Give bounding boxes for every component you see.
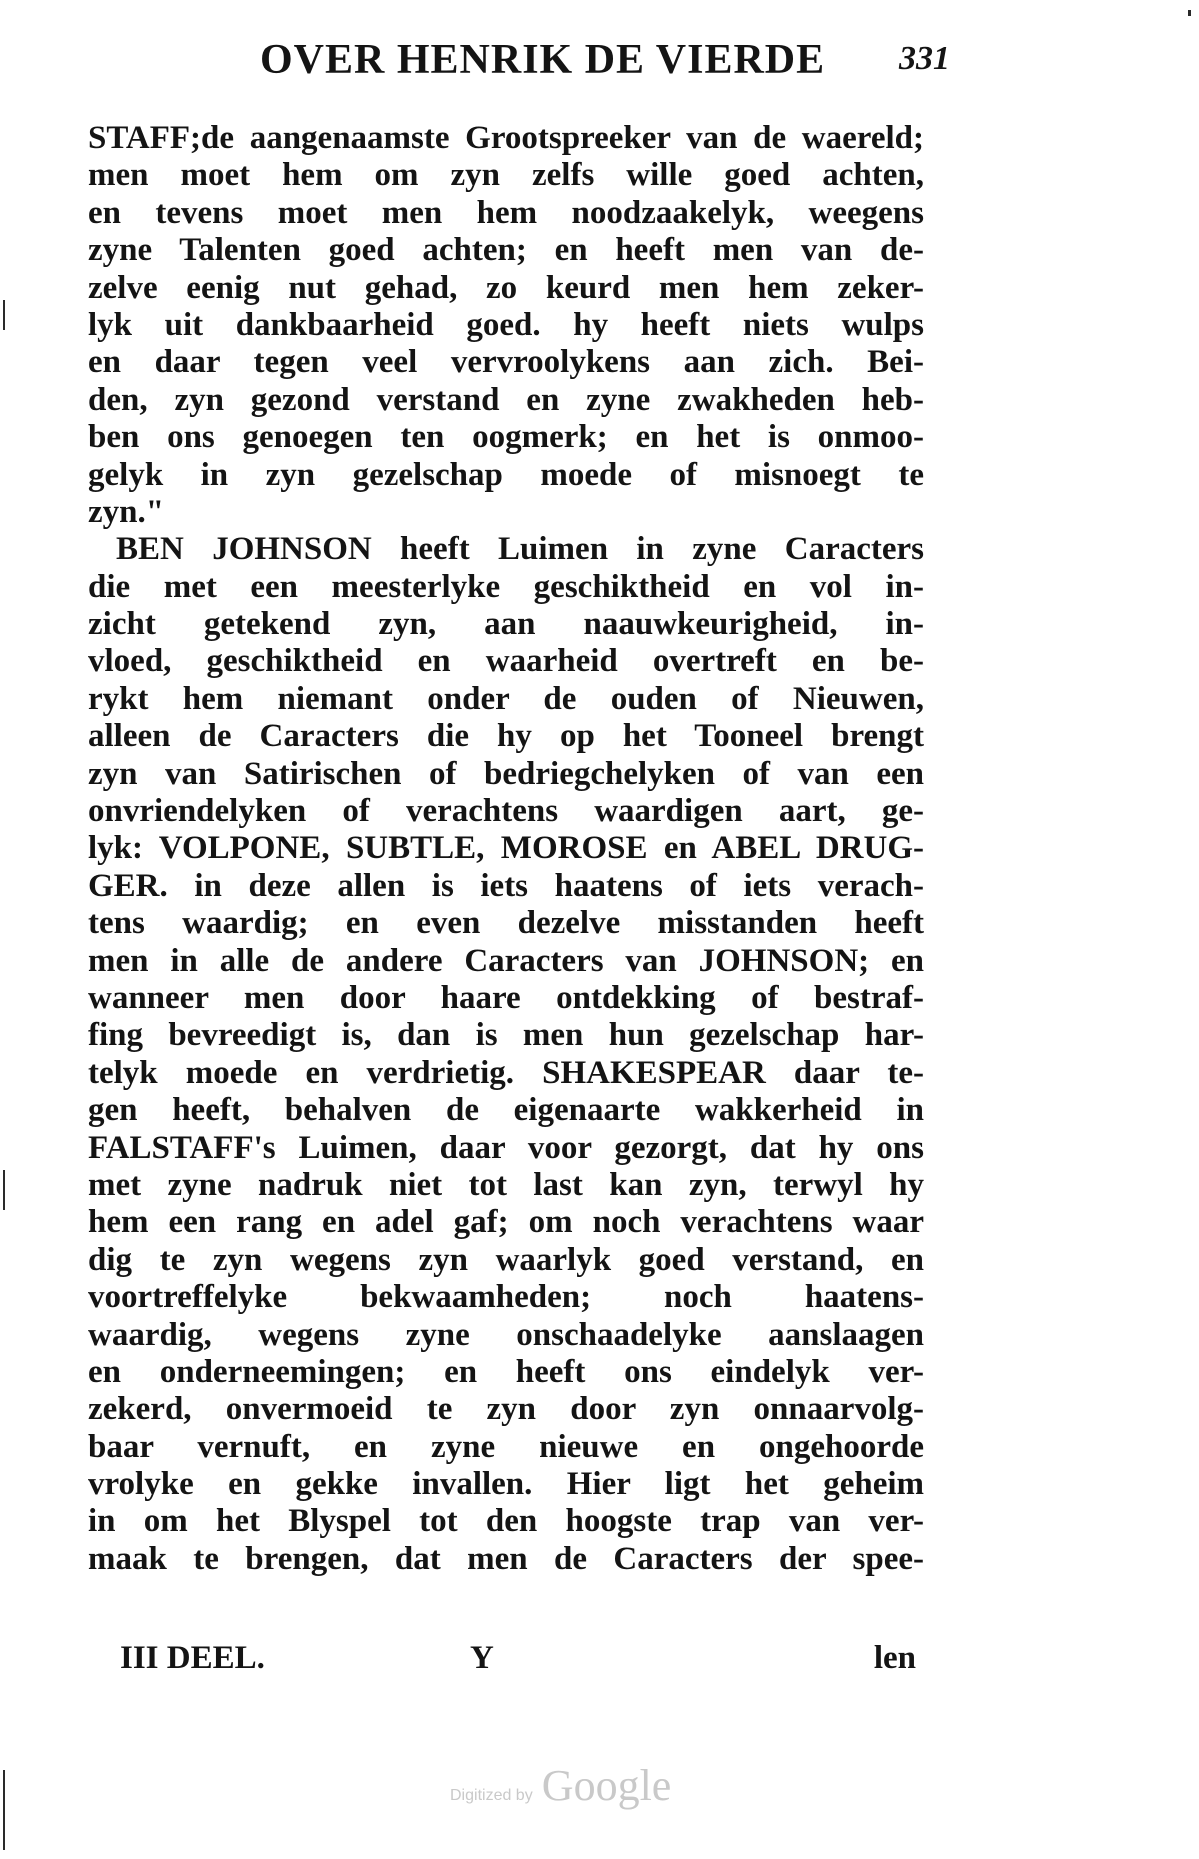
text-line: vrolyke en gekke invallen. Hier ligt het geheim	[88, 1466, 924, 1503]
text-line: fing bevreedigt is, dan is men hun gezelschap har-	[88, 1017, 924, 1054]
text-line: rykt hem niemant onder de ouden of Nieuwen,	[88, 680, 924, 717]
signature-mark: Y	[470, 1640, 494, 1676]
text-line: zelve eenig nut gehad, zo keurd men hem zeker-	[88, 269, 924, 306]
text-line: tens waardig; en even dezelve misstanden heeft	[88, 905, 924, 942]
volume-label: III DEEL.	[120, 1640, 265, 1676]
watermark-brand: Google	[541, 1761, 672, 1810]
catchword: len	[873, 1640, 916, 1676]
text-line: dig te zyn wegens zyn waarlyk goed verstand, en	[88, 1241, 924, 1278]
page-header	[150, 32, 970, 92]
text-line: zekerd, onvermoeid te zyn door zyn onnaarvolg-	[88, 1391, 924, 1428]
text-line: gelyk in zyn gezelschap moede of misnoegt te	[88, 456, 924, 493]
running-title: OVER HENRIK DE VIERDE	[260, 37, 826, 83]
scan-edge-mark	[3, 1770, 5, 1850]
text-line: die met een meesterlyke geschiktheid en vol in-	[88, 568, 924, 605]
text-line: alleen de Caracters die hy op het Tooneel brengt	[88, 718, 924, 755]
text-line: STAFF;de aangenaamste Grootspreeker van de waereld;	[88, 120, 924, 156]
text-line: vloed, geschiktheid en waarheid overtreft en be-	[88, 643, 924, 680]
text-line: zyne Talenten goed achten; en heeft men van de-	[88, 232, 924, 269]
page-number: 331	[899, 40, 950, 77]
text-line: men in alle de andere Caracters van JOHNSON; en	[88, 942, 924, 979]
watermark-prefix: Digitized by	[450, 1787, 533, 1804]
text-line: GER. in deze allen is iets haatens of iets verach-	[88, 867, 924, 904]
text-line: en tevens moet men hem noodzaakelyk, weegens	[88, 194, 924, 231]
text-line: FALSTAFF's Luimen, daar voor gezorgt, dat hy ons	[88, 1129, 924, 1166]
text-line: met zyne nadruk niet tot last kan zyn, terwyl hy	[88, 1166, 924, 1203]
text-line: zicht getekend zyn, aan naauwkeurigheid, in-	[88, 606, 924, 643]
text-line: baar vernuft, en zyne nieuwe en ongehoorde	[88, 1428, 924, 1465]
scan-edge-mark	[1188, 10, 1191, 16]
text-line: BEN JOHNSON heeft Luimen in zyne Caracters	[116, 531, 924, 568]
text-line: telyk moede en verdrietig. SHAKESPEAR daar te-	[88, 1054, 924, 1091]
text-line: voortreffelyke bekwaamheden; noch haatens-	[88, 1279, 924, 1316]
text-line: zyn van Satirischen of bedriegchelyken of van een	[88, 755, 924, 792]
text-line: waardig, wegens zyne onschaadelyke aanslaagen	[88, 1316, 924, 1353]
scan-edge-mark	[3, 1170, 5, 1210]
text-line: wanneer men door haare ontdekking of bestraf-	[88, 979, 924, 1016]
page-footer	[120, 1640, 924, 1684]
text-line: onvriendelyken of verachtens waardigen aart, ge-	[88, 793, 924, 830]
digitized-watermark	[450, 1760, 671, 1811]
text-line: en daar tegen veel vervroolykens aan zich. Bei-	[88, 344, 924, 381]
text-line: ben ons genoegen ten oogmerk; en het is onmoo-	[88, 419, 924, 456]
text-line: lyk: VOLPONE, SUBTLE, MOROSE en ABEL DRUG-	[88, 830, 924, 867]
text-line: maak te brengen, dat men de Caracters der spee-	[88, 1540, 924, 1577]
body-text	[88, 120, 924, 1578]
text-line: gen heeft, behalven de eigenaarte wakkerheid in	[88, 1092, 924, 1129]
text-line: hem een rang en adel gaf; om noch verachtens waar	[88, 1204, 924, 1241]
text-line: zyn."	[88, 493, 165, 530]
text-line: en onderneemingen; en heeft ons eindelyk ver-	[88, 1353, 924, 1390]
text-line: lyk uit dankbaarheid goed. hy heeft niets wulps	[88, 306, 924, 343]
text-line: men moet hem om zyn zelfs wille goed achten,	[88, 157, 924, 194]
scan-edge-mark	[3, 300, 5, 330]
text-line: in om het Blyspel tot den hoogste trap van ver-	[88, 1503, 924, 1540]
text-line: den, zyn gezond verstand en zyne zwakheden heb-	[88, 381, 924, 418]
